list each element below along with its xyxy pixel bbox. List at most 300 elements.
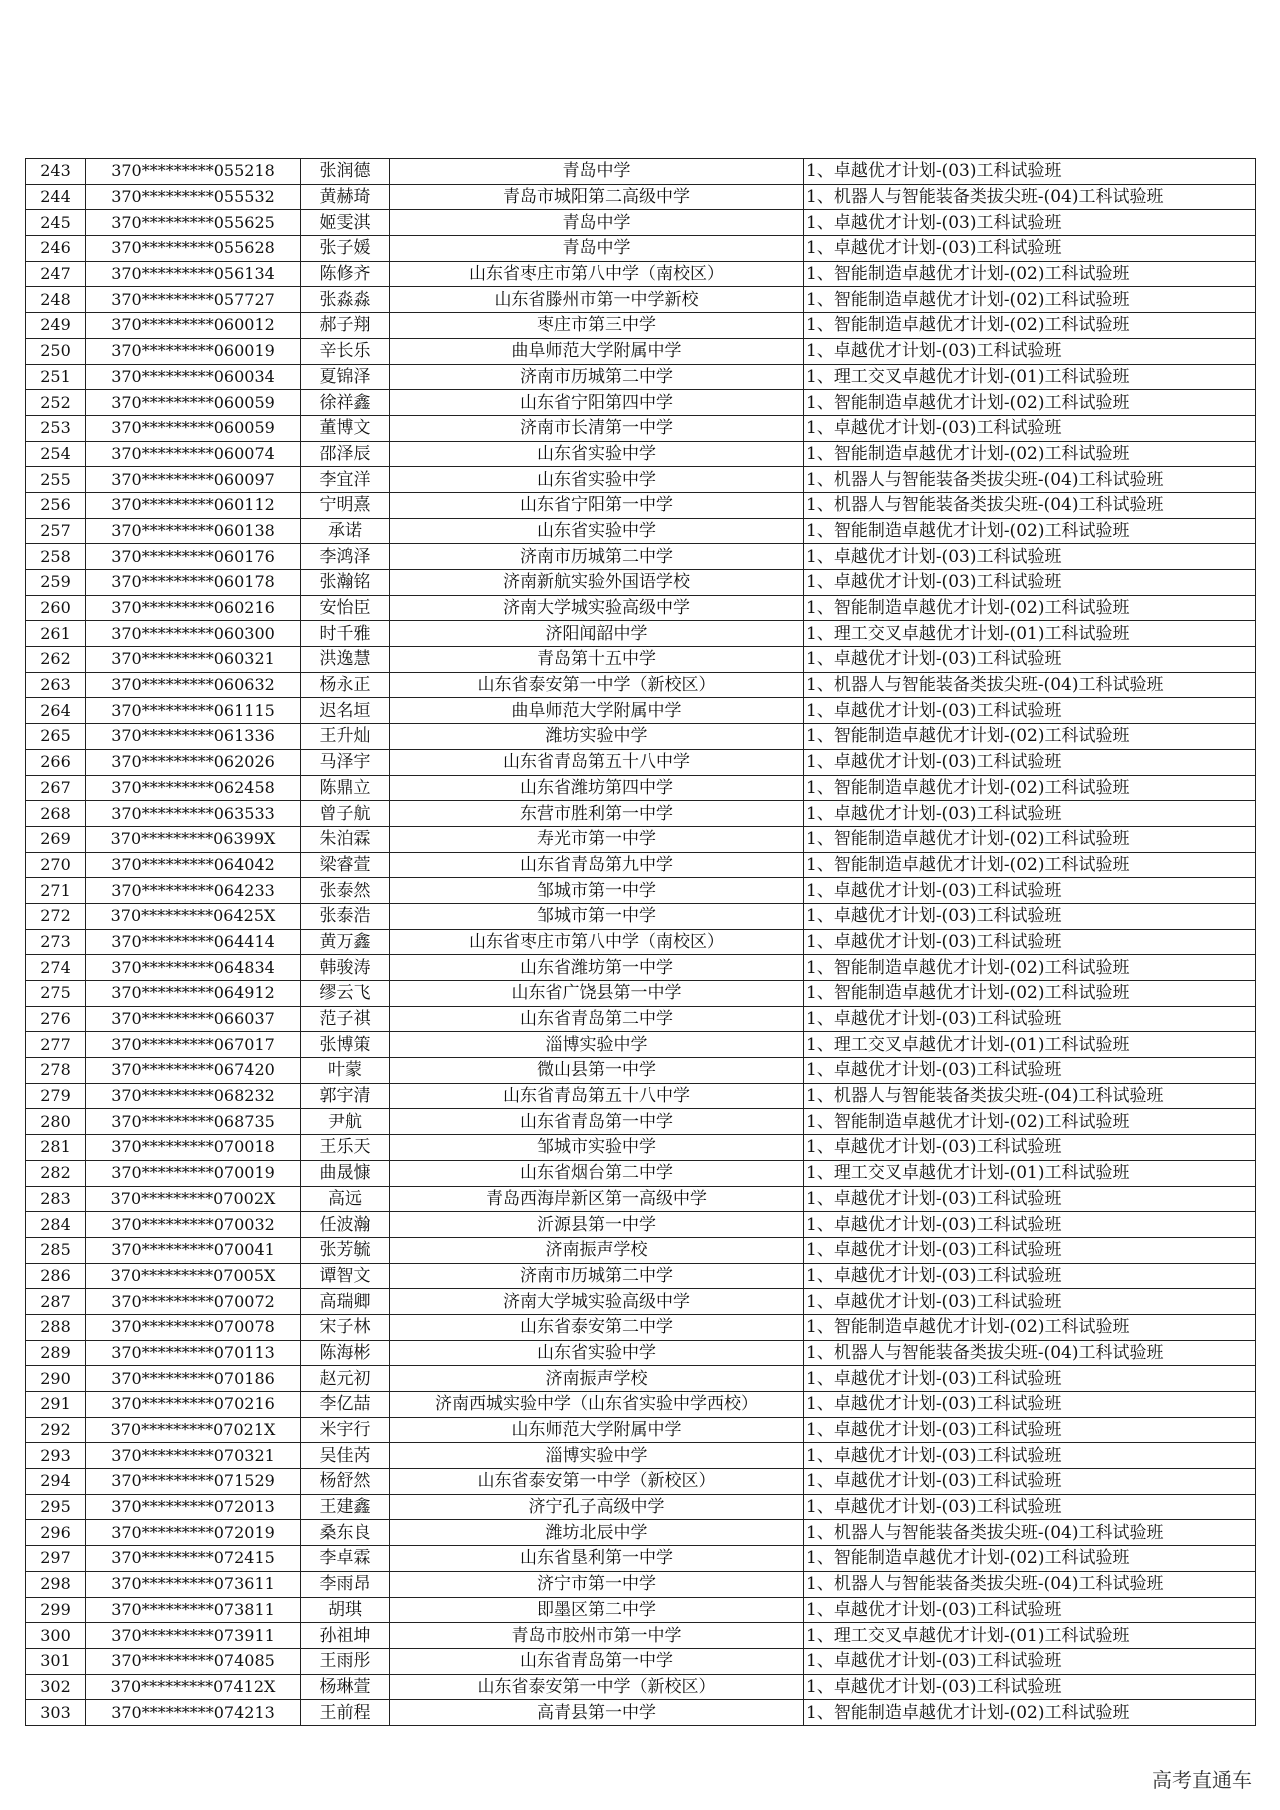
row-number-cell: 287 bbox=[26, 1289, 86, 1315]
program-choice-cell: 1、卓越优才计划-(03)工科试验班 bbox=[804, 1212, 1256, 1238]
student-name-cell: 谭智文 bbox=[301, 1263, 390, 1289]
row-number-cell: 274 bbox=[26, 955, 86, 981]
student-name-cell: 洪逸慧 bbox=[301, 647, 390, 673]
school-name-cell: 济南西城实验中学（山东省实验中学西校） bbox=[390, 1392, 804, 1418]
school-name-cell: 微山县第一中学 bbox=[390, 1058, 804, 1084]
row-number-cell: 286 bbox=[26, 1263, 86, 1289]
table-row bbox=[26, 313, 1256, 339]
table-row bbox=[26, 1520, 1256, 1546]
student-name-cell: 黄赫琦 bbox=[301, 184, 390, 210]
id-number-cell: 370*********07412X bbox=[86, 1674, 301, 1700]
id-number-cell: 370*********060632 bbox=[86, 672, 301, 698]
id-number-cell: 370*********068232 bbox=[86, 1083, 301, 1109]
id-number-cell: 370*********070019 bbox=[86, 1160, 301, 1186]
student-name-cell: 陈海彬 bbox=[301, 1340, 390, 1366]
id-number-cell: 370*********070321 bbox=[86, 1443, 301, 1469]
program-choice-cell: 1、卓越优才计划-(03)工科试验班 bbox=[804, 415, 1256, 441]
school-name-cell: 山东省青岛第五十八中学 bbox=[390, 1083, 804, 1109]
program-choice-cell: 1、卓越优才计划-(03)工科试验班 bbox=[804, 1417, 1256, 1443]
id-number-cell: 370*********070032 bbox=[86, 1212, 301, 1238]
program-choice-cell: 1、机器人与智能装备类拔尖班-(04)工科试验班 bbox=[804, 467, 1256, 493]
row-number-cell: 260 bbox=[26, 595, 86, 621]
program-choice-cell: 1、卓越优才计划-(03)工科试验班 bbox=[804, 570, 1256, 596]
id-number-cell: 370*********064912 bbox=[86, 981, 301, 1007]
table-row bbox=[26, 1160, 1256, 1186]
table-row bbox=[26, 544, 1256, 570]
program-choice-cell: 1、智能制造卓越优才计划-(02)工科试验班 bbox=[804, 261, 1256, 287]
table-row bbox=[26, 672, 1256, 698]
id-number-cell: 370*********070041 bbox=[86, 1237, 301, 1263]
school-name-cell: 高青县第一中学 bbox=[390, 1700, 804, 1726]
id-number-cell: 370*********060176 bbox=[86, 544, 301, 570]
school-name-cell: 山东省实验中学 bbox=[390, 518, 804, 544]
school-name-cell: 山东省宁阳第一中学 bbox=[390, 492, 804, 518]
program-choice-cell: 1、机器人与智能装备类拔尖班-(04)工科试验班 bbox=[804, 184, 1256, 210]
id-number-cell: 370*********060019 bbox=[86, 338, 301, 364]
table-row bbox=[26, 595, 1256, 621]
program-choice-cell: 1、卓越优才计划-(03)工科试验班 bbox=[804, 1289, 1256, 1315]
id-number-cell: 370*********074085 bbox=[86, 1648, 301, 1674]
student-name-cell: 辛长乐 bbox=[301, 338, 390, 364]
program-choice-cell: 1、智能制造卓越优才计划-(02)工科试验班 bbox=[804, 1314, 1256, 1340]
row-number-cell: 288 bbox=[26, 1314, 86, 1340]
program-choice-cell: 1、智能制造卓越优才计划-(02)工科试验班 bbox=[804, 441, 1256, 467]
table-row bbox=[26, 1571, 1256, 1597]
row-number-cell: 270 bbox=[26, 852, 86, 878]
row-number-cell: 266 bbox=[26, 749, 86, 775]
program-choice-cell: 1、卓越优才计划-(03)工科试验班 bbox=[804, 1597, 1256, 1623]
student-name-cell: 李雨昂 bbox=[301, 1571, 390, 1597]
id-number-cell: 370*********070216 bbox=[86, 1392, 301, 1418]
program-choice-cell: 1、卓越优才计划-(03)工科试验班 bbox=[804, 903, 1256, 929]
school-name-cell: 济南大学城实验高级中学 bbox=[390, 595, 804, 621]
id-number-cell: 370*********060034 bbox=[86, 364, 301, 390]
student-name-cell: 王雨彤 bbox=[301, 1648, 390, 1674]
student-name-cell: 米宇行 bbox=[301, 1417, 390, 1443]
table-row bbox=[26, 621, 1256, 647]
table-row bbox=[26, 826, 1256, 852]
table-row bbox=[26, 1623, 1256, 1649]
program-choice-cell: 1、卓越优才计划-(03)工科试验班 bbox=[804, 1443, 1256, 1469]
row-number-cell: 253 bbox=[26, 415, 86, 441]
school-name-cell: 济阳闻韶中学 bbox=[390, 621, 804, 647]
student-name-cell: 王前程 bbox=[301, 1700, 390, 1726]
table-row bbox=[26, 724, 1256, 750]
student-name-cell: 杨琳萱 bbox=[301, 1674, 390, 1700]
program-choice-cell: 1、卓越优才计划-(03)工科试验班 bbox=[804, 1392, 1256, 1418]
student-name-cell: 李亿喆 bbox=[301, 1392, 390, 1418]
table-row bbox=[26, 287, 1256, 313]
table-row bbox=[26, 1546, 1256, 1572]
student-name-cell: 高瑞卿 bbox=[301, 1289, 390, 1315]
table-row bbox=[26, 1417, 1256, 1443]
id-number-cell: 370*********061115 bbox=[86, 698, 301, 724]
row-number-cell: 246 bbox=[26, 236, 86, 262]
school-name-cell: 山东省泰安第一中学（新校区） bbox=[390, 1469, 804, 1495]
program-choice-cell: 1、智能制造卓越优才计划-(02)工科试验班 bbox=[804, 826, 1256, 852]
student-name-cell: 曲晟慷 bbox=[301, 1160, 390, 1186]
id-number-cell: 370*********064042 bbox=[86, 852, 301, 878]
school-name-cell: 寿光市第一中学 bbox=[390, 826, 804, 852]
student-name-cell: 张博策 bbox=[301, 1032, 390, 1058]
student-name-cell: 韩骏涛 bbox=[301, 955, 390, 981]
row-number-cell: 295 bbox=[26, 1494, 86, 1520]
student-name-cell: 宁明熹 bbox=[301, 492, 390, 518]
program-choice-cell: 1、智能制造卓越优才计划-(02)工科试验班 bbox=[804, 595, 1256, 621]
table-row bbox=[26, 1032, 1256, 1058]
program-choice-cell: 1、卓越优才计划-(03)工科试验班 bbox=[804, 647, 1256, 673]
student-name-cell: 姬雯淇 bbox=[301, 210, 390, 236]
program-choice-cell: 1、智能制造卓越优才计划-(02)工科试验班 bbox=[804, 287, 1256, 313]
row-number-cell: 296 bbox=[26, 1520, 86, 1546]
school-name-cell: 山东省实验中学 bbox=[390, 1340, 804, 1366]
id-number-cell: 370*********067420 bbox=[86, 1058, 301, 1084]
program-choice-cell: 1、机器人与智能装备类拔尖班-(04)工科试验班 bbox=[804, 1340, 1256, 1366]
id-number-cell: 370*********057727 bbox=[86, 287, 301, 313]
student-name-cell: 王乐天 bbox=[301, 1135, 390, 1161]
student-name-cell: 吴佳芮 bbox=[301, 1443, 390, 1469]
id-number-cell: 370*********070072 bbox=[86, 1289, 301, 1315]
table-row bbox=[26, 801, 1256, 827]
program-choice-cell: 1、卓越优才计划-(03)工科试验班 bbox=[804, 1237, 1256, 1263]
id-number-cell: 370*********060178 bbox=[86, 570, 301, 596]
program-choice-cell: 1、机器人与智能装备类拔尖班-(04)工科试验班 bbox=[804, 492, 1256, 518]
id-number-cell: 370*********060138 bbox=[86, 518, 301, 544]
student-name-cell: 孙祖坤 bbox=[301, 1623, 390, 1649]
id-number-cell: 370*********055218 bbox=[86, 159, 301, 185]
student-name-cell: 郭宇清 bbox=[301, 1083, 390, 1109]
row-number-cell: 256 bbox=[26, 492, 86, 518]
program-choice-cell: 1、理工交叉卓越优才计划-(01)工科试验班 bbox=[804, 1160, 1256, 1186]
id-number-cell: 370*********064834 bbox=[86, 955, 301, 981]
program-choice-cell: 1、卓越优才计划-(03)工科试验班 bbox=[804, 1263, 1256, 1289]
row-number-cell: 277 bbox=[26, 1032, 86, 1058]
student-name-cell: 曾子航 bbox=[301, 801, 390, 827]
row-number-cell: 257 bbox=[26, 518, 86, 544]
table-row bbox=[26, 1648, 1256, 1674]
student-name-cell: 朱泊霖 bbox=[301, 826, 390, 852]
table-row bbox=[26, 749, 1256, 775]
school-name-cell: 山东省滕州市第一中学新校 bbox=[390, 287, 804, 313]
school-name-cell: 山东省泰安第二中学 bbox=[390, 1314, 804, 1340]
table-row bbox=[26, 1212, 1256, 1238]
row-number-cell: 252 bbox=[26, 390, 86, 416]
student-name-cell: 尹航 bbox=[301, 1109, 390, 1135]
program-choice-cell: 1、卓越优才计划-(03)工科试验班 bbox=[804, 1648, 1256, 1674]
school-name-cell: 山东省实验中学 bbox=[390, 441, 804, 467]
program-choice-cell: 1、卓越优才计划-(03)工科试验班 bbox=[804, 159, 1256, 185]
table-row bbox=[26, 1135, 1256, 1161]
school-name-cell: 东营市胜利第一中学 bbox=[390, 801, 804, 827]
student-name-cell: 李鸿泽 bbox=[301, 544, 390, 570]
student-name-cell: 张子媛 bbox=[301, 236, 390, 262]
row-number-cell: 269 bbox=[26, 826, 86, 852]
row-number-cell: 282 bbox=[26, 1160, 86, 1186]
id-number-cell: 370*********070078 bbox=[86, 1314, 301, 1340]
row-number-cell: 259 bbox=[26, 570, 86, 596]
row-number-cell: 285 bbox=[26, 1237, 86, 1263]
id-number-cell: 370*********062458 bbox=[86, 775, 301, 801]
row-number-cell: 299 bbox=[26, 1597, 86, 1623]
id-number-cell: 370*********066037 bbox=[86, 1006, 301, 1032]
student-name-cell: 杨永正 bbox=[301, 672, 390, 698]
table-row bbox=[26, 981, 1256, 1007]
school-name-cell: 山东省烟台第二中学 bbox=[390, 1160, 804, 1186]
student-name-cell: 黄万鑫 bbox=[301, 929, 390, 955]
student-name-cell: 张瀚铭 bbox=[301, 570, 390, 596]
id-number-cell: 370*********06425X bbox=[86, 903, 301, 929]
id-number-cell: 370*********073911 bbox=[86, 1623, 301, 1649]
row-number-cell: 250 bbox=[26, 338, 86, 364]
program-choice-cell: 1、卓越优才计划-(03)工科试验班 bbox=[804, 1366, 1256, 1392]
program-choice-cell: 1、卓越优才计划-(03)工科试验班 bbox=[804, 544, 1256, 570]
table-row bbox=[26, 1289, 1256, 1315]
student-name-cell: 桑东良 bbox=[301, 1520, 390, 1546]
table-row bbox=[26, 775, 1256, 801]
program-choice-cell: 1、卓越优才计划-(03)工科试验班 bbox=[804, 878, 1256, 904]
table-row bbox=[26, 467, 1256, 493]
table-row bbox=[26, 210, 1256, 236]
id-number-cell: 370*********056134 bbox=[86, 261, 301, 287]
program-choice-cell: 1、智能制造卓越优才计划-(02)工科试验班 bbox=[804, 313, 1256, 339]
row-number-cell: 267 bbox=[26, 775, 86, 801]
school-name-cell: 青岛第十五中学 bbox=[390, 647, 804, 673]
table-row bbox=[26, 1366, 1256, 1392]
student-name-cell: 张芳毓 bbox=[301, 1237, 390, 1263]
table-row bbox=[26, 518, 1256, 544]
student-name-cell: 承诺 bbox=[301, 518, 390, 544]
student-name-cell: 安怡臣 bbox=[301, 595, 390, 621]
student-name-cell: 张泰然 bbox=[301, 878, 390, 904]
row-number-cell: 273 bbox=[26, 929, 86, 955]
row-number-cell: 297 bbox=[26, 1546, 86, 1572]
row-number-cell: 247 bbox=[26, 261, 86, 287]
school-name-cell: 山东省青岛第二中学 bbox=[390, 1006, 804, 1032]
student-name-cell: 任波瀚 bbox=[301, 1212, 390, 1238]
id-number-cell: 370*********060097 bbox=[86, 467, 301, 493]
student-name-cell: 张泰浩 bbox=[301, 903, 390, 929]
table-row bbox=[26, 647, 1256, 673]
id-number-cell: 370*********070018 bbox=[86, 1135, 301, 1161]
id-number-cell: 370*********060321 bbox=[86, 647, 301, 673]
row-number-cell: 271 bbox=[26, 878, 86, 904]
school-name-cell: 山东省宁阳第四中学 bbox=[390, 390, 804, 416]
school-name-cell: 曲阜师范大学附属中学 bbox=[390, 698, 804, 724]
program-choice-cell: 1、机器人与智能装备类拔尖班-(04)工科试验班 bbox=[804, 1083, 1256, 1109]
watermark-text: 高考直通车 bbox=[1152, 1768, 1252, 1792]
row-number-cell: 264 bbox=[26, 698, 86, 724]
id-number-cell: 370*********060216 bbox=[86, 595, 301, 621]
row-number-cell: 255 bbox=[26, 467, 86, 493]
id-number-cell: 370*********055625 bbox=[86, 210, 301, 236]
school-name-cell: 山东省青岛第九中学 bbox=[390, 852, 804, 878]
id-number-cell: 370*********07005X bbox=[86, 1263, 301, 1289]
school-name-cell: 曲阜师范大学附属中学 bbox=[390, 338, 804, 364]
program-choice-cell: 1、理工交叉卓越优才计划-(01)工科试验班 bbox=[804, 364, 1256, 390]
school-name-cell: 青岛中学 bbox=[390, 236, 804, 262]
program-choice-cell: 1、卓越优才计划-(03)工科试验班 bbox=[804, 749, 1256, 775]
student-name-cell: 李卓霖 bbox=[301, 1546, 390, 1572]
student-name-cell: 胡琪 bbox=[301, 1597, 390, 1623]
student-name-cell: 陈鼎立 bbox=[301, 775, 390, 801]
row-number-cell: 292 bbox=[26, 1417, 86, 1443]
school-name-cell: 青岛中学 bbox=[390, 159, 804, 185]
student-name-cell: 范子祺 bbox=[301, 1006, 390, 1032]
student-name-cell: 夏锦泽 bbox=[301, 364, 390, 390]
row-number-cell: 283 bbox=[26, 1186, 86, 1212]
school-name-cell: 济宁市第一中学 bbox=[390, 1571, 804, 1597]
table-row bbox=[26, 955, 1256, 981]
row-number-cell: 278 bbox=[26, 1058, 86, 1084]
student-name-cell: 缪云飞 bbox=[301, 981, 390, 1007]
student-name-cell: 张淼淼 bbox=[301, 287, 390, 313]
row-number-cell: 258 bbox=[26, 544, 86, 570]
school-name-cell: 济南市历城第二中学 bbox=[390, 1263, 804, 1289]
program-choice-cell: 1、卓越优才计划-(03)工科试验班 bbox=[804, 929, 1256, 955]
table-row bbox=[26, 1237, 1256, 1263]
school-name-cell: 青岛中学 bbox=[390, 210, 804, 236]
program-choice-cell: 1、卓越优才计划-(03)工科试验班 bbox=[804, 1469, 1256, 1495]
row-number-cell: 251 bbox=[26, 364, 86, 390]
table-row bbox=[26, 1494, 1256, 1520]
school-name-cell: 济南市长清第一中学 bbox=[390, 415, 804, 441]
school-name-cell: 济南振声学校 bbox=[390, 1237, 804, 1263]
table-row bbox=[26, 1186, 1256, 1212]
table-row bbox=[26, 364, 1256, 390]
id-number-cell: 370*********068735 bbox=[86, 1109, 301, 1135]
student-name-cell: 徐祥鑫 bbox=[301, 390, 390, 416]
id-number-cell: 370*********064414 bbox=[86, 929, 301, 955]
school-name-cell: 山东省垦利第一中学 bbox=[390, 1546, 804, 1572]
row-number-cell: 276 bbox=[26, 1006, 86, 1032]
program-choice-cell: 1、卓越优才计划-(03)工科试验班 bbox=[804, 1186, 1256, 1212]
row-number-cell: 268 bbox=[26, 801, 86, 827]
student-name-cell: 高远 bbox=[301, 1186, 390, 1212]
id-number-cell: 370*********072415 bbox=[86, 1546, 301, 1572]
row-number-cell: 290 bbox=[26, 1366, 86, 1392]
student-name-cell: 梁睿萱 bbox=[301, 852, 390, 878]
student-name-cell: 叶蒙 bbox=[301, 1058, 390, 1084]
id-number-cell: 370*********055628 bbox=[86, 236, 301, 262]
roster-body bbox=[26, 159, 1256, 1726]
table-row bbox=[26, 492, 1256, 518]
row-number-cell: 275 bbox=[26, 981, 86, 1007]
school-name-cell: 淄博实验中学 bbox=[390, 1443, 804, 1469]
table-row bbox=[26, 1058, 1256, 1084]
school-name-cell: 山东省泰安第一中学（新校区） bbox=[390, 1674, 804, 1700]
row-number-cell: 254 bbox=[26, 441, 86, 467]
school-name-cell: 山东省实验中学 bbox=[390, 467, 804, 493]
program-choice-cell: 1、卓越优才计划-(03)工科试验班 bbox=[804, 1135, 1256, 1161]
id-number-cell: 370*********07002X bbox=[86, 1186, 301, 1212]
program-choice-cell: 1、智能制造卓越优才计划-(02)工科试验班 bbox=[804, 724, 1256, 750]
school-name-cell: 淄博实验中学 bbox=[390, 1032, 804, 1058]
student-name-cell: 董博文 bbox=[301, 415, 390, 441]
school-name-cell: 山东省泰安第一中学（新校区） bbox=[390, 672, 804, 698]
student-name-cell: 张润德 bbox=[301, 159, 390, 185]
row-number-cell: 298 bbox=[26, 1571, 86, 1597]
row-number-cell: 245 bbox=[26, 210, 86, 236]
student-name-cell: 王建鑫 bbox=[301, 1494, 390, 1520]
row-number-cell: 281 bbox=[26, 1135, 86, 1161]
student-name-cell: 邵泽辰 bbox=[301, 441, 390, 467]
row-number-cell: 261 bbox=[26, 621, 86, 647]
id-number-cell: 370*********06399X bbox=[86, 826, 301, 852]
table-row bbox=[26, 878, 1256, 904]
id-number-cell: 370*********074213 bbox=[86, 1700, 301, 1726]
id-number-cell: 370*********070113 bbox=[86, 1340, 301, 1366]
table-row bbox=[26, 159, 1256, 185]
id-number-cell: 370*********071529 bbox=[86, 1469, 301, 1495]
id-number-cell: 370*********070186 bbox=[86, 1366, 301, 1392]
school-name-cell: 济南新航实验外国语学校 bbox=[390, 570, 804, 596]
table-row bbox=[26, 1083, 1256, 1109]
school-name-cell: 沂源县第一中学 bbox=[390, 1212, 804, 1238]
id-number-cell: 370*********060074 bbox=[86, 441, 301, 467]
row-number-cell: 249 bbox=[26, 313, 86, 339]
program-choice-cell: 1、智能制造卓越优才计划-(02)工科试验班 bbox=[804, 981, 1256, 1007]
school-name-cell: 山东省广饶县第一中学 bbox=[390, 981, 804, 1007]
school-name-cell: 山东省青岛第五十八中学 bbox=[390, 749, 804, 775]
school-name-cell: 枣庄市第三中学 bbox=[390, 313, 804, 339]
program-choice-cell: 1、卓越优才计划-(03)工科试验班 bbox=[804, 1674, 1256, 1700]
student-name-cell: 陈修齐 bbox=[301, 261, 390, 287]
school-name-cell: 青岛市胶州市第一中学 bbox=[390, 1623, 804, 1649]
table-row bbox=[26, 1340, 1256, 1366]
id-number-cell: 370*********061336 bbox=[86, 724, 301, 750]
table-row bbox=[26, 338, 1256, 364]
student-name-cell: 赵元初 bbox=[301, 1366, 390, 1392]
table-row bbox=[26, 1443, 1256, 1469]
program-choice-cell: 1、智能制造卓越优才计划-(02)工科试验班 bbox=[804, 390, 1256, 416]
program-choice-cell: 1、智能制造卓越优才计划-(02)工科试验班 bbox=[804, 775, 1256, 801]
row-number-cell: 301 bbox=[26, 1648, 86, 1674]
program-choice-cell: 1、理工交叉卓越优才计划-(01)工科试验班 bbox=[804, 1032, 1256, 1058]
program-choice-cell: 1、卓越优才计划-(03)工科试验班 bbox=[804, 210, 1256, 236]
row-number-cell: 279 bbox=[26, 1083, 86, 1109]
program-choice-cell: 1、智能制造卓越优才计划-(02)工科试验班 bbox=[804, 1700, 1256, 1726]
table-row bbox=[26, 1700, 1256, 1726]
table-row bbox=[26, 1392, 1256, 1418]
table-row bbox=[26, 852, 1256, 878]
row-number-cell: 293 bbox=[26, 1443, 86, 1469]
row-number-cell: 303 bbox=[26, 1700, 86, 1726]
row-number-cell: 294 bbox=[26, 1469, 86, 1495]
school-name-cell: 潍坊实验中学 bbox=[390, 724, 804, 750]
table-row bbox=[26, 1469, 1256, 1495]
school-name-cell: 济南市历城第二中学 bbox=[390, 364, 804, 390]
row-number-cell: 302 bbox=[26, 1674, 86, 1700]
student-name-cell: 王升灿 bbox=[301, 724, 390, 750]
row-number-cell: 272 bbox=[26, 903, 86, 929]
program-choice-cell: 1、智能制造卓越优才计划-(02)工科试验班 bbox=[804, 955, 1256, 981]
student-name-cell: 时千雅 bbox=[301, 621, 390, 647]
row-number-cell: 280 bbox=[26, 1109, 86, 1135]
program-choice-cell: 1、卓越优才计划-(03)工科试验班 bbox=[804, 236, 1256, 262]
program-choice-cell: 1、机器人与智能装备类拔尖班-(04)工科试验班 bbox=[804, 1520, 1256, 1546]
school-name-cell: 山东省枣庄市第八中学（南校区） bbox=[390, 929, 804, 955]
school-name-cell: 济南振声学校 bbox=[390, 1366, 804, 1392]
student-name-cell: 马泽宇 bbox=[301, 749, 390, 775]
school-name-cell: 山东省枣庄市第八中学（南校区） bbox=[390, 261, 804, 287]
school-name-cell: 即墨区第二中学 bbox=[390, 1597, 804, 1623]
table-row bbox=[26, 184, 1256, 210]
table-row bbox=[26, 390, 1256, 416]
program-choice-cell: 1、卓越优才计划-(03)工科试验班 bbox=[804, 1058, 1256, 1084]
row-number-cell: 262 bbox=[26, 647, 86, 673]
program-choice-cell: 1、理工交叉卓越优才计划-(01)工科试验班 bbox=[804, 1623, 1256, 1649]
id-number-cell: 370*********060059 bbox=[86, 390, 301, 416]
